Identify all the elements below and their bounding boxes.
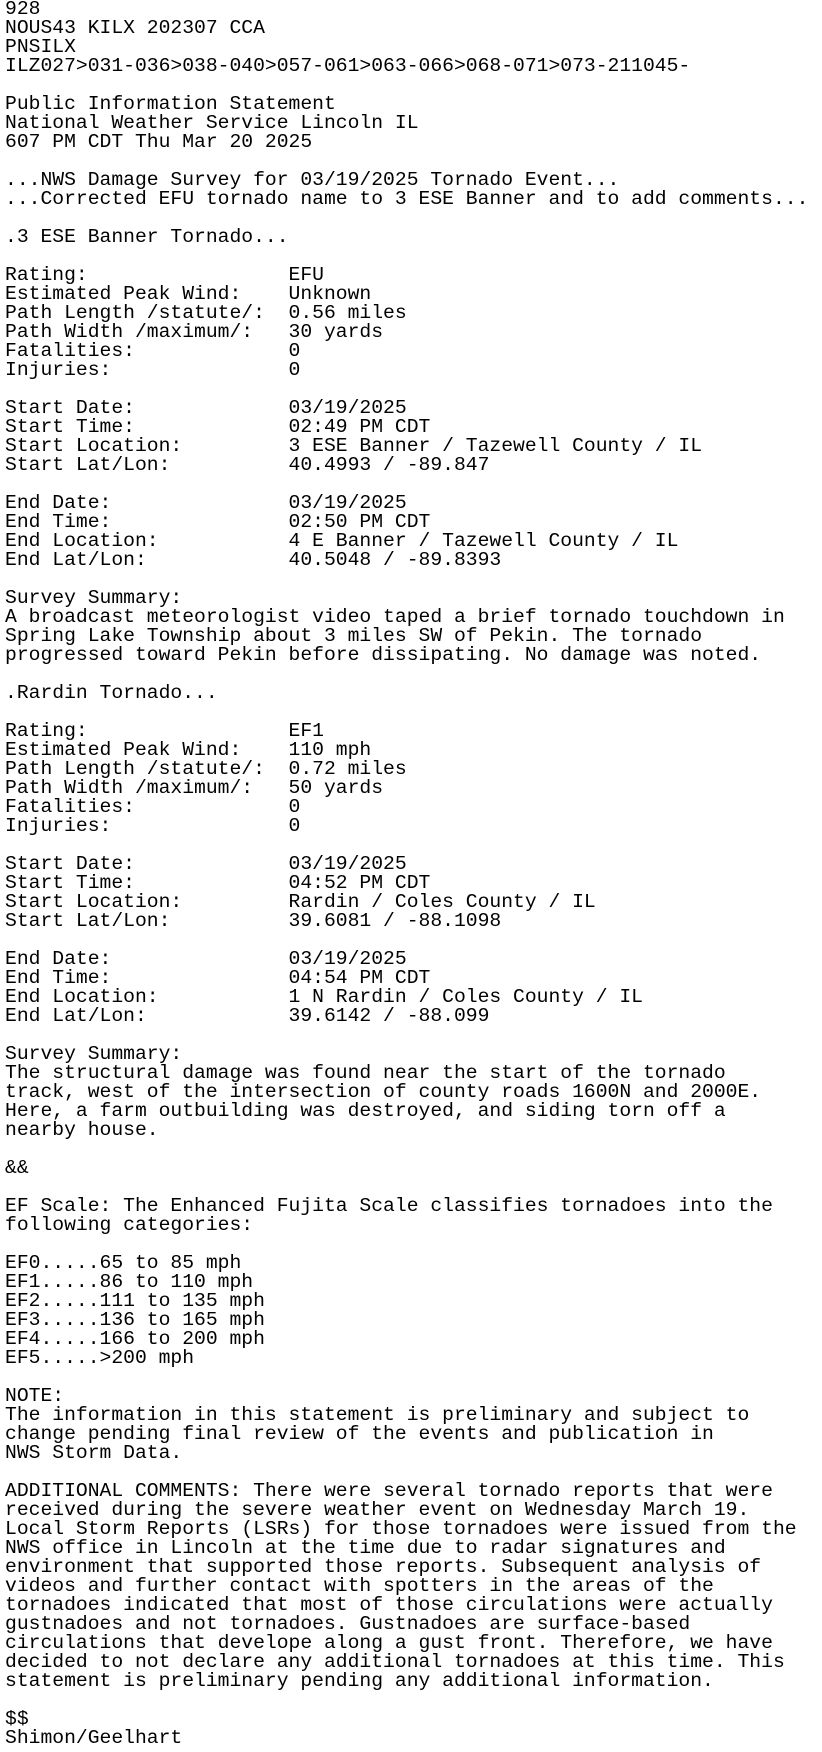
- text-line: Start Location: Rardin / Coles County / IL: [5, 891, 596, 913]
- text-line: Survey Summary:: [5, 587, 183, 609]
- text-line: EF5.....>200 mph: [5, 1347, 195, 1369]
- text-line: Rating: EFU: [5, 264, 324, 286]
- text-line: End Date: 03/19/2025: [5, 492, 407, 514]
- text-line: Survey Summary:: [5, 1043, 183, 1065]
- text-line: Path Length /statute/: 0.72 miles: [5, 758, 407, 780]
- text-line: National Weather Service Lincoln IL: [5, 112, 419, 134]
- blank-line: [5, 1368, 822, 1387]
- text-line: End Time: 02:50 PM CDT: [5, 511, 431, 533]
- text-line: EF1.....86 to 110 mph: [5, 1271, 254, 1293]
- text-line: EF0.....65 to 85 mph: [5, 1252, 242, 1274]
- text-line: Start Time: 04:52 PM CDT: [5, 872, 431, 894]
- text-line: Path Width /maximum/: 50 yards: [5, 777, 384, 799]
- text-line: $$: [5, 1708, 29, 1730]
- text-line: environment that supported those reports. Subsequent analysis of: [5, 1556, 762, 1578]
- text-line: Path Width /maximum/: 30 yards: [5, 321, 384, 343]
- text-line: progressed toward Pekin before dissipating. No damage was noted.: [5, 644, 762, 666]
- text-line: gustnadoes and not tornadoes. Gustnadoes are surface-based: [5, 1613, 691, 1635]
- text-line: PNSILX: [5, 36, 76, 58]
- text-line: Public Information Statement: [5, 93, 336, 115]
- text-line: Injuries: 0: [5, 359, 301, 381]
- text-line: .Rardin Tornado...: [5, 682, 218, 704]
- text-line: nearby house.: [5, 1119, 159, 1141]
- text-line: videos and further contact with spotters in the areas of the: [5, 1575, 714, 1597]
- text-line: ADDITIONAL COMMENTS: There were several tornado reports that were: [5, 1480, 773, 1502]
- text-line: End Date: 03/19/2025: [5, 948, 407, 970]
- text-line: Start Lat/Lon: 39.6081 / -88.1098: [5, 910, 502, 932]
- text-line: Fatalities: 0: [5, 796, 301, 818]
- text-line: 607 PM CDT Thu Mar 20 2025: [5, 131, 313, 153]
- blank-line: [5, 1140, 822, 1159]
- text-line: ILZ027>031-036>038-040>057-061>063-066>068-071>073-211045-: [5, 55, 691, 77]
- text-line: Shimon/Geelhart: [5, 1727, 183, 1749]
- text-line: Injuries: 0: [5, 815, 301, 837]
- text-line: End Lat/Lon: 40.5048 / -89.8393: [5, 549, 502, 571]
- text-line: EF3.....136 to 165 mph: [5, 1309, 265, 1331]
- text-line: Local Storm Reports (LSRs) for those tornadoes were issued from the: [5, 1518, 797, 1540]
- text-line: .3 ESE Banner Tornado...: [5, 226, 289, 248]
- text-line: &&: [5, 1157, 29, 1179]
- text-line: tornadoes indicated that most of those circulations were actually: [5, 1594, 773, 1616]
- text-line: Start Date: 03/19/2025: [5, 853, 407, 875]
- text-line: ...NWS Damage Survey for 03/19/2025 Tornado Event...: [5, 169, 620, 191]
- text-line: following categories:: [5, 1214, 254, 1236]
- text-line: 928: [5, 0, 41, 20]
- text-line: EF Scale: The Enhanced Fujita Scale classifies tornadoes into the: [5, 1195, 773, 1217]
- text-line: Start Lat/Lon: 40.4993 / -89.847: [5, 454, 490, 476]
- text-line: End Lat/Lon: 39.6142 / -88.099: [5, 1005, 490, 1027]
- text-line: Path Length /statute/: 0.56 miles: [5, 302, 407, 324]
- text-line: circulations that develope along a gust front. Therefore, we have: [5, 1632, 773, 1654]
- text-line: NOUS43 KILX 202307 CCA: [5, 17, 265, 39]
- text-line: ...Corrected EFU tornado name to 3 ESE Banner and to add comments...: [5, 188, 809, 210]
- text-line: End Time: 04:54 PM CDT: [5, 967, 431, 989]
- text-line: The structural damage was found near the start of the tornado: [5, 1062, 726, 1084]
- blank-line: [5, 1691, 822, 1710]
- text-line: Estimated Peak Wind: Unknown: [5, 283, 372, 305]
- text-line: Start Location: 3 ESE Banner / Tazewell County / IL: [5, 435, 703, 457]
- text-line: Estimated Peak Wind: 110 mph: [5, 739, 372, 761]
- text-line: change pending final review of the events and publication in: [5, 1423, 714, 1445]
- text-line: NWS Storm Data.: [5, 1442, 183, 1464]
- text-line: Spring Lake Township about 3 miles SW of Pekin. The tornado: [5, 625, 703, 647]
- text-line: End Location: 4 E Banner / Tazewell County / IL: [5, 530, 679, 552]
- text-line: statement is preliminary pending any additional information.: [5, 1670, 714, 1692]
- text-line: Start Time: 02:49 PM CDT: [5, 416, 431, 438]
- text-line: Rating: EF1: [5, 720, 324, 742]
- text-line: Fatalities: 0: [5, 340, 301, 362]
- text-line: EF4.....166 to 200 mph: [5, 1328, 265, 1350]
- text-line: NOTE:: [5, 1385, 65, 1407]
- text-line: Here, a farm outbuilding was destroyed, and siding torn off a: [5, 1100, 726, 1122]
- text-line: track, west of the intersection of county roads 1600N and 2000E.: [5, 1081, 762, 1103]
- text-line: NWS office in Lincoln at the time due to radar signatures and: [5, 1537, 726, 1559]
- text-line: Start Date: 03/19/2025: [5, 397, 407, 419]
- text-line: A broadcast meteorologist video taped a brief tornado touchdown in: [5, 606, 785, 628]
- text-line: End Location: 1 N Rardin / Coles County / IL: [5, 986, 643, 1008]
- text-line: The information in this statement is preliminary and subject to: [5, 1404, 750, 1426]
- text-line: received during the severe weather event on Wednesday March 19.: [5, 1499, 750, 1521]
- text-line: EF2.....111 to 135 mph: [5, 1290, 265, 1312]
- text-line: decided to not declare any additional tornadoes at this time. This: [5, 1651, 785, 1673]
